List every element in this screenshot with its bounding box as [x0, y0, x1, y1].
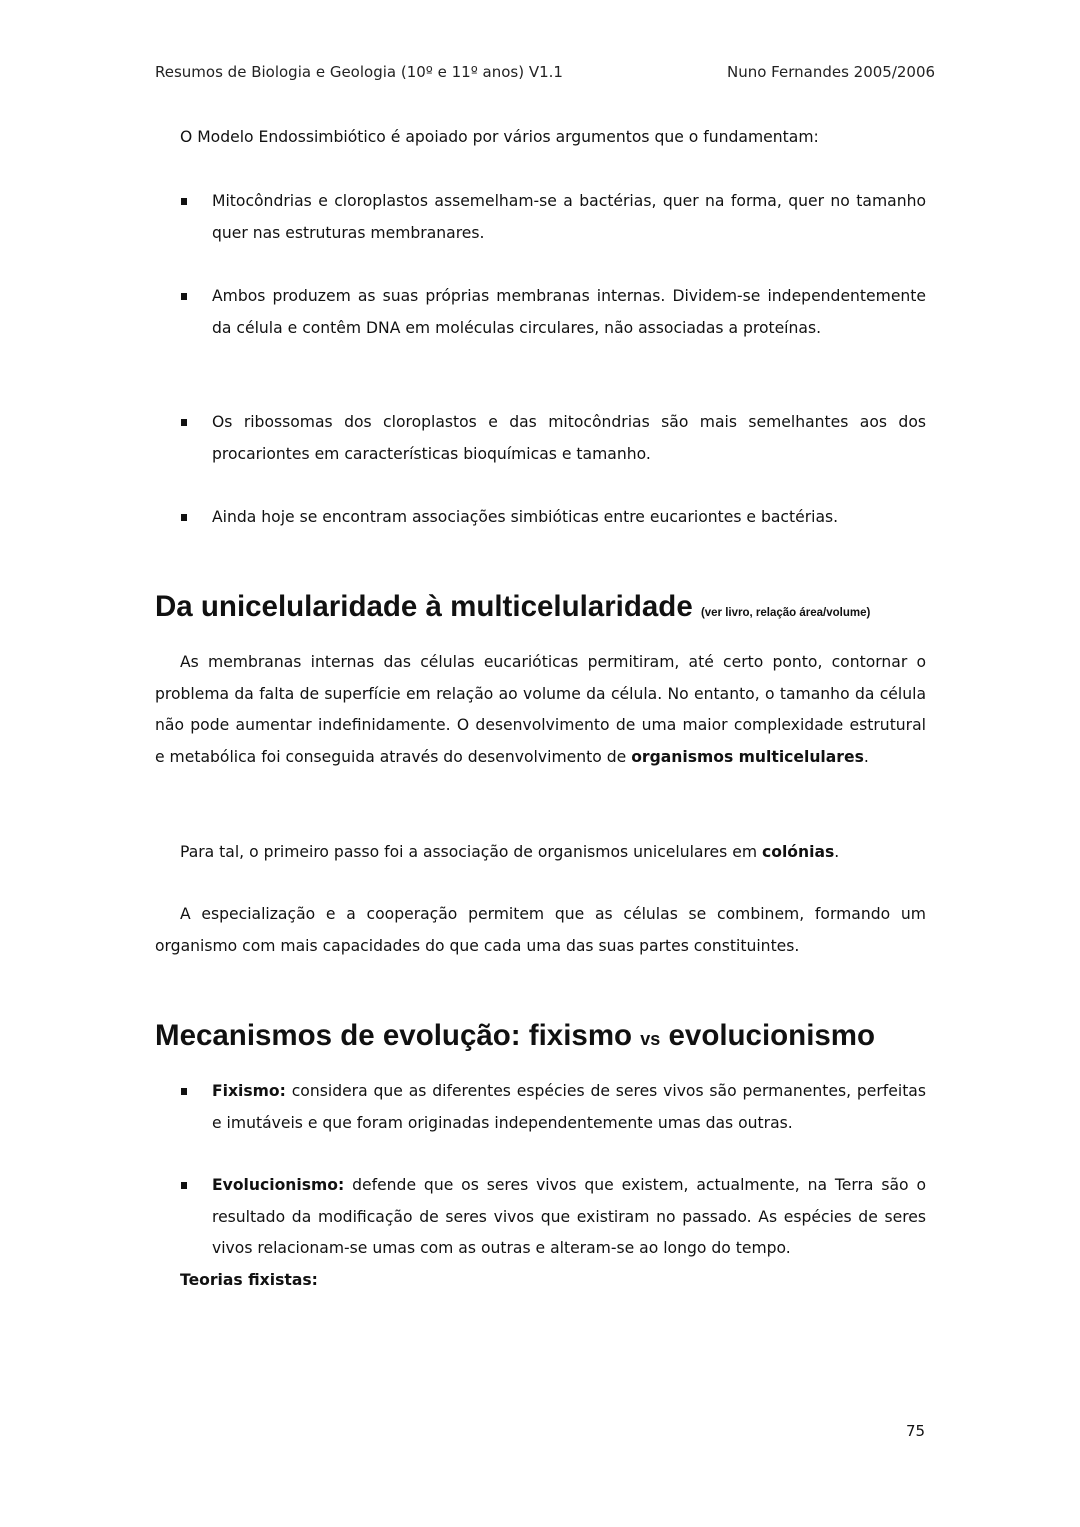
bullet-icon	[181, 1182, 187, 1189]
heading-text: vs	[640, 1029, 661, 1049]
list-item	[195, 1076, 926, 1139]
list-item-text: Ainda hoje se encontram associações simbióticas entre eucariontes e bactérias.	[212, 508, 839, 526]
bullet-icon	[181, 514, 187, 521]
bullet-icon	[181, 293, 187, 300]
section-heading	[155, 590, 870, 624]
text: .	[863, 747, 869, 766]
list-item	[195, 407, 926, 470]
paragraph	[155, 647, 926, 773]
text: .	[834, 843, 840, 861]
bold-term: Fixismo:	[212, 1082, 286, 1100]
intro-paragraph: O Modelo Endossimbiótico é apoiado por vários argumentos que o fundamentam:	[180, 128, 819, 146]
subheading: Teorias fixistas:	[180, 1271, 318, 1289]
bullet-icon	[181, 1088, 187, 1095]
text: As membranas internas das células eucarióticas permitiram, até certo ponto, contornar o problema da falta de superfície em relação ao volume da célula. No entanto, o tamanho da célula não pode aumentar indefinidamente. O desenvolvimento de uma maior complexidade estrutural e metabólica foi conseguida através do desenvolvimento de	[155, 653, 926, 766]
list-item-text: Ambos produzem as suas próprias membranas internas. Dividem-se independentemente da célula e contêm DNA em moléculas circulares, não associadas a proteínas.	[212, 287, 926, 337]
heading-note: (ver livro, relação área/volume)	[700, 607, 871, 619]
list-item-text: Mitocôndrias e cloroplastos assemelham-se a bactérias, quer na forma, quer no tamanho quer nas estruturas membranares.	[212, 192, 926, 242]
heading-text: Mecanismos de evolução: fixismo	[155, 1019, 641, 1052]
paragraph	[155, 837, 926, 869]
text: considera que as diferentes espécies de seres vivos são permanentes, perfeitas e imutáveis e que foram originadas independentemente umas das outras.	[212, 1082, 926, 1132]
list-item	[195, 1170, 926, 1265]
section-heading	[155, 1019, 875, 1053]
bold-term: colónias	[761, 843, 835, 861]
bold-term: organismos multicelulares	[631, 747, 864, 766]
list-item	[195, 502, 926, 534]
heading-text: Da unicelularidade à multicelularidade	[155, 590, 693, 623]
bullet-icon	[181, 198, 187, 205]
list-item	[195, 186, 926, 249]
bold-term: Evolucionismo:	[212, 1176, 345, 1194]
list-item-text: Os ribossomas dos cloroplastos e das mitocôndrias são mais semelhantes aos dos procariontes em características bioquímicas e tamanho.	[212, 413, 926, 463]
text: Para tal, o primeiro passo foi a associação de organismos unicelulares em	[180, 843, 762, 861]
header-author: Nuno Fernandes 2005/2006	[727, 63, 936, 81]
text: defende que os seres vivos que existem, actualmente, na Terra são o resultado da modificação de seres vivos que existiram no passado. As espécies de seres vivos relacionam-se umas com as outras e alteram-se ao longo do tempo.	[212, 1176, 926, 1257]
header-title: Resumos de Biologia e Geologia (10º e 11º anos) V1.1	[155, 63, 563, 81]
page-number: 75	[906, 1422, 926, 1440]
bullet-icon	[181, 419, 187, 426]
paragraph: A especialização e a cooperação permitem que as células se combinem, formando um organismo com mais capacidades do que cada uma das suas partes constituintes.	[155, 905, 926, 955]
heading-text: evolucionismo	[660, 1019, 876, 1052]
list-item	[195, 281, 926, 344]
